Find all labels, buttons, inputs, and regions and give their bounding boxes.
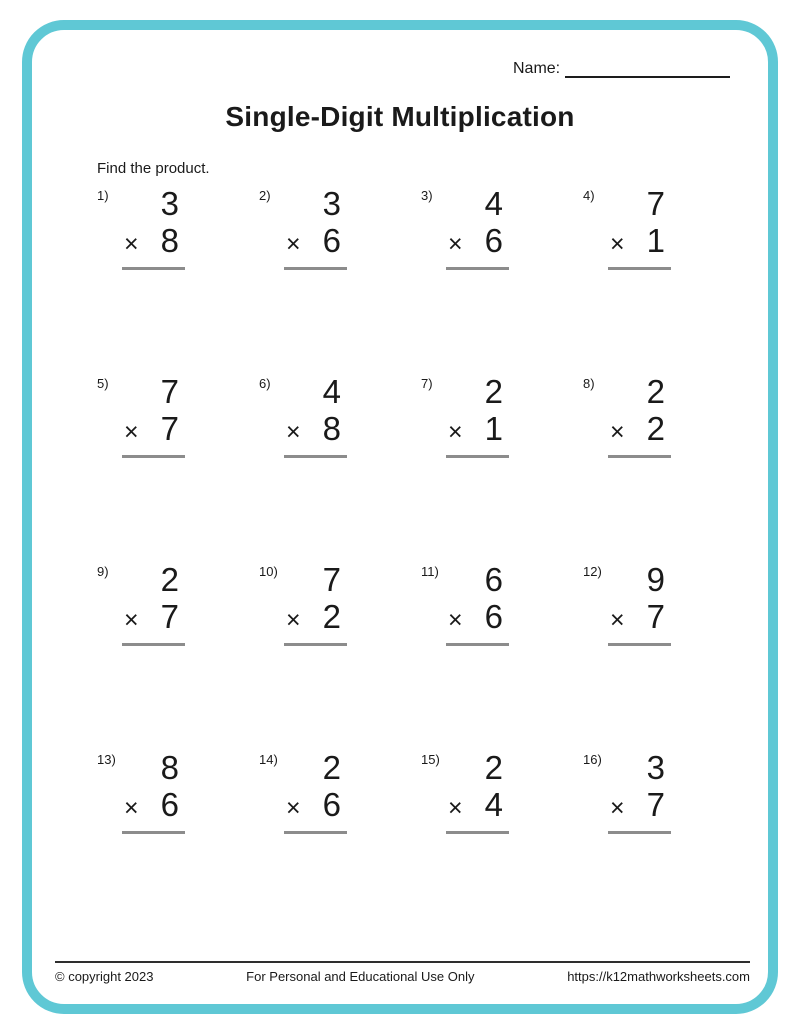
multiplicand: 2 [322,749,341,786]
multiplier: 8 [160,222,179,259]
multiplier: 6 [322,222,341,259]
footer [55,969,750,984]
multiplicand: 9 [646,561,665,598]
problem-16 [583,750,745,938]
multiply-sign: × [124,418,139,446]
problem-number: 9) [97,564,109,579]
problem-8 [583,374,745,562]
problem-2 [259,186,421,374]
problem-number: 13) [97,752,116,767]
answer-line[interactable] [122,643,185,646]
name-label: Name: [513,60,561,77]
problem-1 [97,186,259,374]
multiplicand: 7 [322,561,341,598]
copyright-text: © copyright 2023 [55,969,154,984]
name-line[interactable] [565,58,730,78]
multiplier: 7 [646,598,665,635]
multiplier: 6 [322,786,341,823]
website-url: https://k12mathworksheets.com [567,969,750,984]
problem-12 [583,562,745,750]
answer-line[interactable] [446,831,509,834]
problem-6 [259,374,421,562]
problem-number: 6) [259,376,271,391]
answer-line[interactable] [284,831,347,834]
multiplier: 7 [160,410,179,447]
multiplicand: 2 [646,373,665,410]
problem-3 [421,186,583,374]
answer-line[interactable] [608,455,671,458]
multiplicand: 4 [484,185,503,222]
problem-13 [97,750,259,938]
multiplier: 1 [646,222,665,259]
answer-line[interactable] [446,643,509,646]
multiplier: 6 [160,786,179,823]
footer-divider [55,961,750,963]
answer-line[interactable] [608,643,671,646]
multiplicand: 7 [160,373,179,410]
multiply-sign: × [286,606,301,634]
problem-number: 4) [583,188,595,203]
multiplier: 4 [484,786,503,823]
problem-5 [97,374,259,562]
problem-number: 11) [421,564,439,579]
multiplier: 2 [646,410,665,447]
multiply-sign: × [448,794,463,822]
answer-line[interactable] [608,831,671,834]
problem-number: 5) [97,376,109,391]
multiply-sign: × [286,230,301,258]
instruction-text: Find the product. [97,160,210,177]
answer-line[interactable] [284,643,347,646]
multiply-sign: × [286,794,301,822]
multiply-sign: × [448,418,463,446]
problem-number: 14) [259,752,278,767]
multiply-sign: × [610,418,625,446]
multiply-sign: × [286,418,301,446]
usage-text: For Personal and Educational Use Only [246,969,475,984]
problems-grid [97,186,745,938]
answer-line[interactable] [446,267,509,270]
multiplier: 8 [322,410,341,447]
multiplicand: 2 [484,373,503,410]
problem-4 [583,186,745,374]
multiply-sign: × [610,606,625,634]
problem-10 [259,562,421,750]
multiplier: 7 [160,598,179,635]
multiply-sign: × [124,230,139,258]
problem-7 [421,374,583,562]
multiplier: 6 [484,598,503,635]
multiplicand: 8 [160,749,179,786]
multiply-sign: × [124,794,139,822]
problem-number: 2) [259,188,271,203]
problem-number: 1) [97,188,109,203]
problem-9 [97,562,259,750]
problem-number: 16) [583,752,602,767]
multiplier: 6 [484,222,503,259]
problem-number: 8) [583,376,595,391]
problem-14 [259,750,421,938]
answer-line[interactable] [608,267,671,270]
problem-number: 7) [421,376,433,391]
answer-line[interactable] [122,455,185,458]
multiplier: 7 [646,786,665,823]
answer-line[interactable] [122,267,185,270]
multiplicand: 2 [160,561,179,598]
name-field [513,58,730,78]
multiplicand: 4 [322,373,341,410]
multiplicand: 2 [484,749,503,786]
problem-number: 3) [421,188,433,203]
multiplicand: 3 [322,185,341,222]
multiplicand: 7 [646,185,665,222]
multiply-sign: × [124,606,139,634]
problem-number: 12) [583,564,602,579]
answer-line[interactable] [122,831,185,834]
problem-number: 10) [259,564,278,579]
problem-11 [421,562,583,750]
multiplicand: 3 [160,185,179,222]
answer-line[interactable] [284,455,347,458]
problem-number: 15) [421,752,440,767]
answer-line[interactable] [446,455,509,458]
multiply-sign: × [610,794,625,822]
multiplicand: 6 [484,561,503,598]
answer-line[interactable] [284,267,347,270]
problem-15 [421,750,583,938]
multiply-sign: × [448,230,463,258]
multiply-sign: × [610,230,625,258]
multiplier: 2 [322,598,341,635]
multiplicand: 3 [646,749,665,786]
multiplier: 1 [484,410,503,447]
multiply-sign: × [448,606,463,634]
page-title: Single-Digit Multiplication [225,101,575,132]
